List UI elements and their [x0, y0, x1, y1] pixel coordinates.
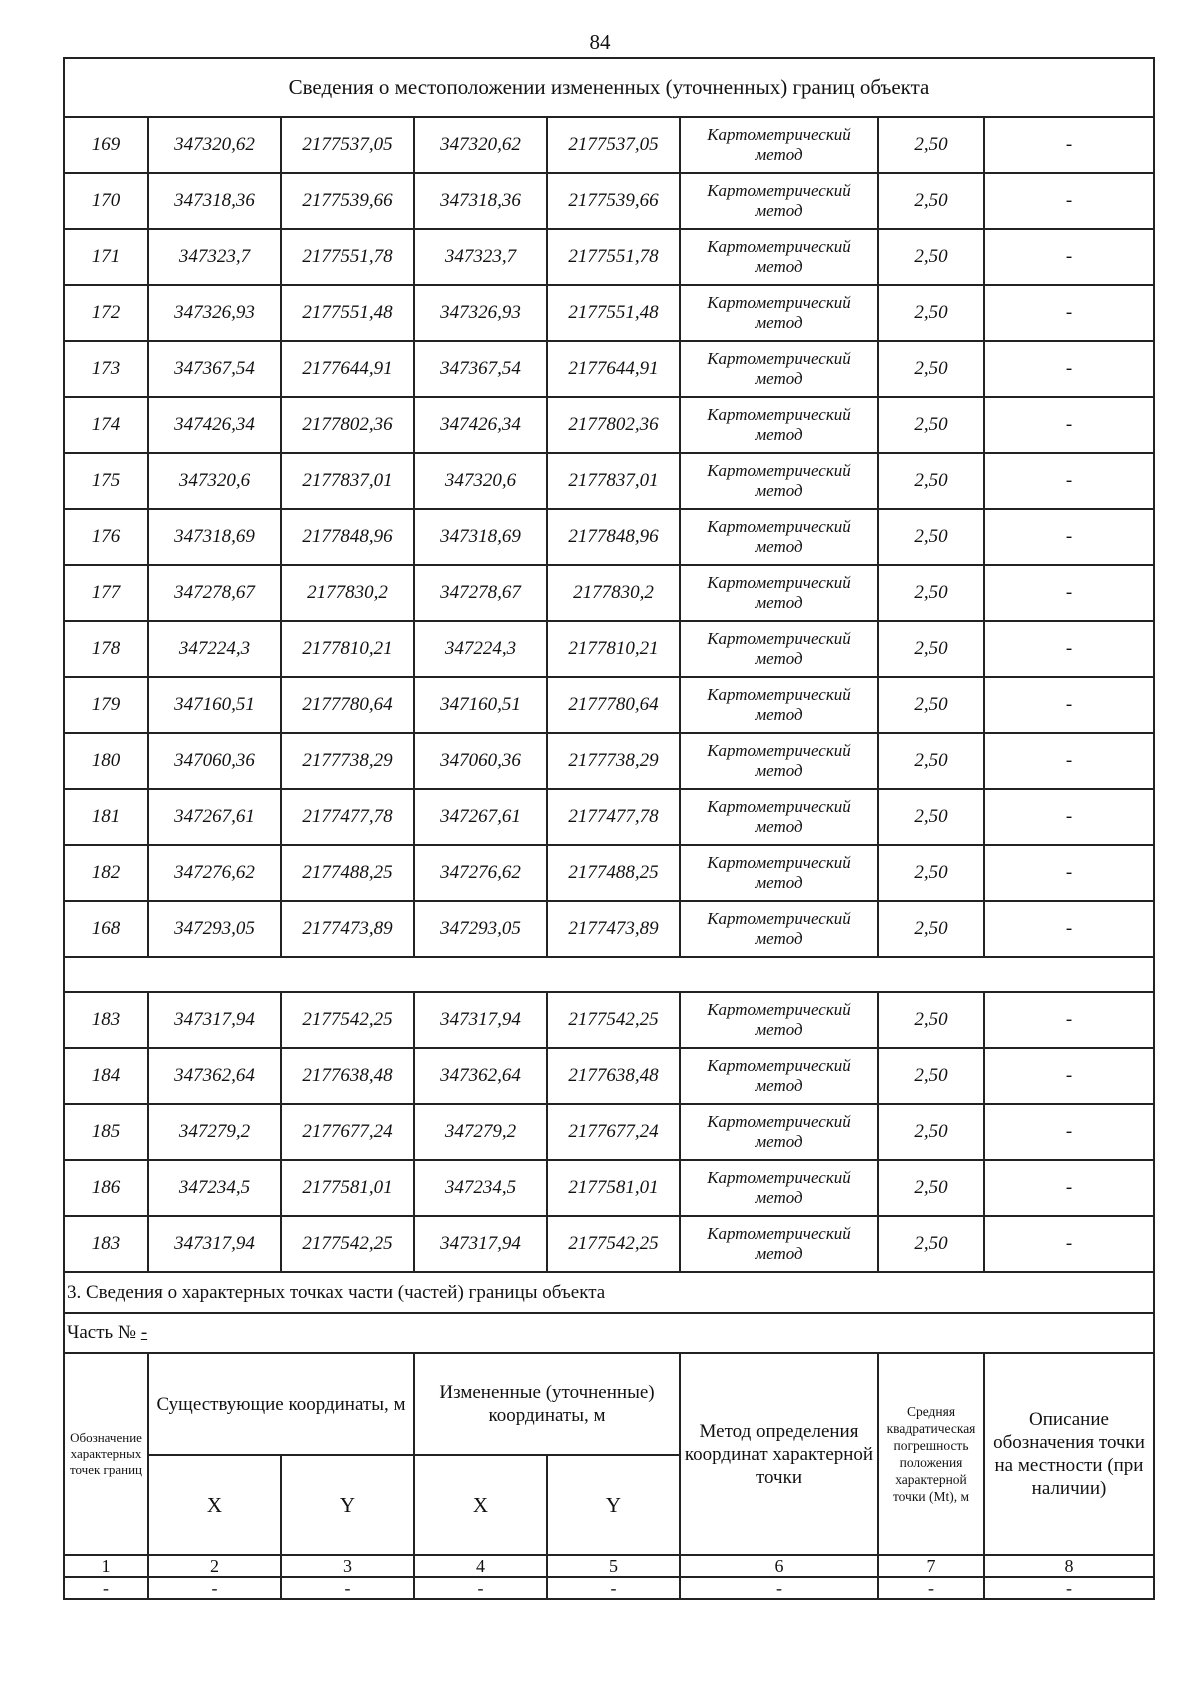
changed-x-cell: 347320,6 — [414, 453, 547, 509]
point-cell: 171 — [64, 229, 148, 285]
existing-y-cell: 2177551,48 — [281, 285, 414, 341]
method-cell: Картометрический метод — [680, 789, 878, 845]
existing-y-cell: 2177848,96 — [281, 509, 414, 565]
existing-y-cell: 2177537,05 — [281, 117, 414, 173]
part-label: Часть № — [67, 1322, 137, 1343]
changed-x-cell: 347276,62 — [414, 845, 547, 901]
method-cell: Картометрический метод — [680, 341, 878, 397]
existing-x-cell: 347279,2 — [148, 1104, 281, 1160]
section-title: Сведения о местоположении измененных (уточненных) границ объекта — [64, 58, 1154, 117]
existing-x-cell: 347293,05 — [148, 901, 281, 957]
empty-cell: - — [878, 1577, 984, 1599]
empty-cell: - — [281, 1577, 414, 1599]
point-cell: 169 — [64, 117, 148, 173]
table-row — [64, 1104, 1154, 1160]
description-cell: - — [984, 397, 1154, 453]
accuracy-cell: 2,50 — [878, 733, 984, 789]
existing-x-cell: 347267,61 — [148, 789, 281, 845]
header-existing-y: Y — [281, 1455, 414, 1555]
point-cell: 168 — [64, 901, 148, 957]
empty-cell: - — [414, 1577, 547, 1599]
table-row — [64, 453, 1154, 509]
method-cell: Картометрический метод — [680, 992, 878, 1048]
point-cell: 185 — [64, 1104, 148, 1160]
column-number: 6 — [680, 1555, 878, 1577]
table-row — [64, 992, 1154, 1048]
existing-x-cell: 347426,34 — [148, 397, 281, 453]
column-number: 5 — [547, 1555, 680, 1577]
changed-y-cell: 2177551,48 — [547, 285, 680, 341]
part-row — [64, 1313, 1154, 1353]
existing-x-cell: 347362,64 — [148, 1048, 281, 1104]
method-cell: Картометрический метод — [680, 117, 878, 173]
accuracy-cell: 2,50 — [878, 621, 984, 677]
point-cell: 178 — [64, 621, 148, 677]
block-separator — [64, 957, 1154, 992]
description-cell: - — [984, 733, 1154, 789]
point-cell: 182 — [64, 845, 148, 901]
point-cell: 184 — [64, 1048, 148, 1104]
point-cell: 172 — [64, 285, 148, 341]
existing-x-cell: 347060,36 — [148, 733, 281, 789]
existing-x-cell: 347318,36 — [148, 173, 281, 229]
existing-x-cell: 347326,93 — [148, 285, 281, 341]
description-cell: - — [984, 565, 1154, 621]
method-cell: Картометрический метод — [680, 845, 878, 901]
existing-y-cell: 2177477,78 — [281, 789, 414, 845]
existing-y-cell: 2177542,25 — [281, 1216, 414, 1272]
header-row-top — [64, 1353, 1154, 1455]
header-changed-x: X — [414, 1455, 547, 1555]
existing-y-cell: 2177837,01 — [281, 453, 414, 509]
existing-y-cell: 2177542,25 — [281, 992, 414, 1048]
changed-x-cell: 347060,36 — [414, 733, 547, 789]
changed-y-cell: 2177802,36 — [547, 397, 680, 453]
header-description: Описание обозначения точки на местности (при наличии) — [984, 1353, 1154, 1555]
changed-y-cell: 2177473,89 — [547, 901, 680, 957]
table-row — [64, 621, 1154, 677]
method-cell: Картометрический метод — [680, 733, 878, 789]
table-row — [64, 1216, 1154, 1272]
header-changed-coords: Измененные (уточненные) координаты, м — [414, 1353, 680, 1455]
changed-y-cell: 2177581,01 — [547, 1160, 680, 1216]
column-number-row — [64, 1555, 1154, 1577]
section3-title: 3. Сведения о характерных точках части (частей) границы объекта — [64, 1272, 1154, 1313]
changed-x-cell: 347362,64 — [414, 1048, 547, 1104]
changed-y-cell: 2177551,78 — [547, 229, 680, 285]
point-cell: 174 — [64, 397, 148, 453]
table-row — [64, 509, 1154, 565]
header-existing-coords: Существующие координаты, м — [148, 1353, 414, 1455]
changed-x-cell: 347267,61 — [414, 789, 547, 845]
table-row — [64, 565, 1154, 621]
empty-cell: - — [64, 1577, 148, 1599]
changed-y-cell: 2177488,25 — [547, 845, 680, 901]
changed-x-cell: 347317,94 — [414, 992, 547, 1048]
point-cell: 173 — [64, 341, 148, 397]
existing-x-cell: 347318,69 — [148, 509, 281, 565]
changed-y-cell: 2177848,96 — [547, 509, 680, 565]
existing-y-cell: 2177644,91 — [281, 341, 414, 397]
existing-y-cell: 2177810,21 — [281, 621, 414, 677]
method-cell: Картометрический метод — [680, 397, 878, 453]
existing-x-cell: 347234,5 — [148, 1160, 281, 1216]
table-row — [64, 677, 1154, 733]
empty-cell: - — [680, 1577, 878, 1599]
accuracy-cell: 2,50 — [878, 789, 984, 845]
accuracy-cell: 2,50 — [878, 509, 984, 565]
table-row — [64, 789, 1154, 845]
accuracy-cell: 2,50 — [878, 901, 984, 957]
accuracy-cell: 2,50 — [878, 453, 984, 509]
description-cell: - — [984, 453, 1154, 509]
empty-cell: - — [547, 1577, 680, 1599]
accuracy-cell: 2,50 — [878, 1216, 984, 1272]
description-cell: - — [984, 285, 1154, 341]
table-row — [64, 1048, 1154, 1104]
changed-x-cell: 347278,67 — [414, 565, 547, 621]
description-cell: - — [984, 1160, 1154, 1216]
method-cell: Картометрический метод — [680, 1048, 878, 1104]
changed-x-cell: 347234,5 — [414, 1160, 547, 1216]
point-cell: 176 — [64, 509, 148, 565]
method-cell: Картометрический метод — [680, 509, 878, 565]
accuracy-cell: 2,50 — [878, 1048, 984, 1104]
changed-y-cell: 2177837,01 — [547, 453, 680, 509]
existing-y-cell: 2177488,25 — [281, 845, 414, 901]
header-point-designation: Обозначение характерных точек границ — [64, 1353, 148, 1555]
changed-x-cell: 347318,36 — [414, 173, 547, 229]
accuracy-cell: 2,50 — [878, 1160, 984, 1216]
accuracy-cell: 2,50 — [878, 117, 984, 173]
existing-y-cell: 2177473,89 — [281, 901, 414, 957]
description-cell: - — [984, 1104, 1154, 1160]
column-number: 4 — [414, 1555, 547, 1577]
description-cell: - — [984, 789, 1154, 845]
column-number: 3 — [281, 1555, 414, 1577]
header-accuracy: Средняя квадратическая погрешность положения характерной точки (Mt), м — [878, 1353, 984, 1555]
changed-y-cell: 2177542,25 — [547, 992, 680, 1048]
accuracy-cell: 2,50 — [878, 341, 984, 397]
existing-x-cell: 347323,7 — [148, 229, 281, 285]
part-value: - — [140, 1322, 148, 1343]
header-existing-x: X — [148, 1455, 281, 1555]
changed-x-cell: 347367,54 — [414, 341, 547, 397]
method-cell: Картометрический метод — [680, 901, 878, 957]
point-cell: 180 — [64, 733, 148, 789]
empty-data-row — [64, 1577, 1154, 1599]
description-cell: - — [984, 229, 1154, 285]
existing-y-cell: 2177738,29 — [281, 733, 414, 789]
accuracy-cell: 2,50 — [878, 173, 984, 229]
existing-x-cell: 347160,51 — [148, 677, 281, 733]
accuracy-cell: 2,50 — [878, 229, 984, 285]
table-row — [64, 901, 1154, 957]
column-number: 7 — [878, 1555, 984, 1577]
changed-y-cell: 2177644,91 — [547, 341, 680, 397]
table-row — [64, 117, 1154, 173]
table-row — [64, 341, 1154, 397]
changed-y-cell: 2177638,48 — [547, 1048, 680, 1104]
changed-y-cell: 2177537,05 — [547, 117, 680, 173]
changed-x-cell: 347323,7 — [414, 229, 547, 285]
method-cell: Картометрический метод — [680, 621, 878, 677]
header-changed-y: Y — [547, 1455, 680, 1555]
existing-x-cell: 347224,3 — [148, 621, 281, 677]
existing-y-cell: 2177802,36 — [281, 397, 414, 453]
method-cell: Картометрический метод — [680, 565, 878, 621]
accuracy-cell: 2,50 — [878, 565, 984, 621]
column-number: 2 — [148, 1555, 281, 1577]
description-cell: - — [984, 1048, 1154, 1104]
existing-x-cell: 347320,62 — [148, 117, 281, 173]
changed-x-cell: 347160,51 — [414, 677, 547, 733]
boundary-table — [63, 57, 1155, 1600]
existing-x-cell: 347367,54 — [148, 341, 281, 397]
part-cell — [64, 1313, 1154, 1353]
empty-cell: - — [148, 1577, 281, 1599]
table-row — [64, 845, 1154, 901]
description-cell: - — [984, 901, 1154, 957]
method-cell: Картометрический метод — [680, 677, 878, 733]
empty-cell: - — [984, 1577, 1154, 1599]
point-cell: 175 — [64, 453, 148, 509]
table-row — [64, 229, 1154, 285]
changed-x-cell: 347426,34 — [414, 397, 547, 453]
point-cell: 183 — [64, 992, 148, 1048]
description-cell: - — [984, 509, 1154, 565]
description-cell: - — [984, 117, 1154, 173]
page-number: 84 — [589, 30, 611, 54]
method-cell: Картометрический метод — [680, 229, 878, 285]
point-cell: 181 — [64, 789, 148, 845]
description-cell: - — [984, 621, 1154, 677]
table-row — [64, 1160, 1154, 1216]
changed-x-cell: 347326,93 — [414, 285, 547, 341]
changed-y-cell: 2177810,21 — [547, 621, 680, 677]
table-row — [64, 173, 1154, 229]
method-cell: Картометрический метод — [680, 453, 878, 509]
changed-x-cell: 347293,05 — [414, 901, 547, 957]
existing-y-cell: 2177638,48 — [281, 1048, 414, 1104]
changed-x-cell: 347320,62 — [414, 117, 547, 173]
changed-y-cell: 2177542,25 — [547, 1216, 680, 1272]
section3-row — [64, 1272, 1154, 1313]
method-cell: Картометрический метод — [680, 173, 878, 229]
existing-x-cell: 347278,67 — [148, 565, 281, 621]
changed-x-cell: 347279,2 — [414, 1104, 547, 1160]
table-row — [64, 733, 1154, 789]
point-cell: 179 — [64, 677, 148, 733]
description-cell: - — [984, 173, 1154, 229]
existing-y-cell: 2177830,2 — [281, 565, 414, 621]
changed-y-cell: 2177780,64 — [547, 677, 680, 733]
existing-x-cell: 347320,6 — [148, 453, 281, 509]
changed-y-cell: 2177738,29 — [547, 733, 680, 789]
existing-y-cell: 2177551,78 — [281, 229, 414, 285]
description-cell: - — [984, 992, 1154, 1048]
description-cell: - — [984, 1216, 1154, 1272]
method-cell: Картометрический метод — [680, 1216, 878, 1272]
changed-x-cell: 347318,69 — [414, 509, 547, 565]
method-cell: Картометрический метод — [680, 1104, 878, 1160]
accuracy-cell: 2,50 — [878, 1104, 984, 1160]
point-cell: 186 — [64, 1160, 148, 1216]
changed-y-cell: 2177539,66 — [547, 173, 680, 229]
point-cell: 177 — [64, 565, 148, 621]
block-separator-row — [64, 957, 1154, 992]
existing-y-cell: 2177539,66 — [281, 173, 414, 229]
method-cell: Картометрический метод — [680, 1160, 878, 1216]
accuracy-cell: 2,50 — [878, 677, 984, 733]
changed-y-cell: 2177677,24 — [547, 1104, 680, 1160]
point-cell: 170 — [64, 173, 148, 229]
method-cell: Картометрический метод — [680, 285, 878, 341]
existing-y-cell: 2177780,64 — [281, 677, 414, 733]
changed-x-cell: 347224,3 — [414, 621, 547, 677]
existing-x-cell: 347317,94 — [148, 1216, 281, 1272]
column-number: 1 — [64, 1555, 148, 1577]
changed-y-cell: 2177477,78 — [547, 789, 680, 845]
column-number: 8 — [984, 1555, 1154, 1577]
accuracy-cell: 2,50 — [878, 992, 984, 1048]
header-method: Метод определения координат характерной точки — [680, 1353, 878, 1555]
description-cell: - — [984, 845, 1154, 901]
description-cell: - — [984, 677, 1154, 733]
existing-x-cell: 347317,94 — [148, 992, 281, 1048]
description-cell: - — [984, 341, 1154, 397]
accuracy-cell: 2,50 — [878, 397, 984, 453]
table-row — [64, 397, 1154, 453]
table-row — [64, 285, 1154, 341]
changed-x-cell: 347317,94 — [414, 1216, 547, 1272]
accuracy-cell: 2,50 — [878, 845, 984, 901]
existing-x-cell: 347276,62 — [148, 845, 281, 901]
existing-y-cell: 2177677,24 — [281, 1104, 414, 1160]
accuracy-cell: 2,50 — [878, 285, 984, 341]
changed-y-cell: 2177830,2 — [547, 565, 680, 621]
existing-y-cell: 2177581,01 — [281, 1160, 414, 1216]
point-cell: 183 — [64, 1216, 148, 1272]
